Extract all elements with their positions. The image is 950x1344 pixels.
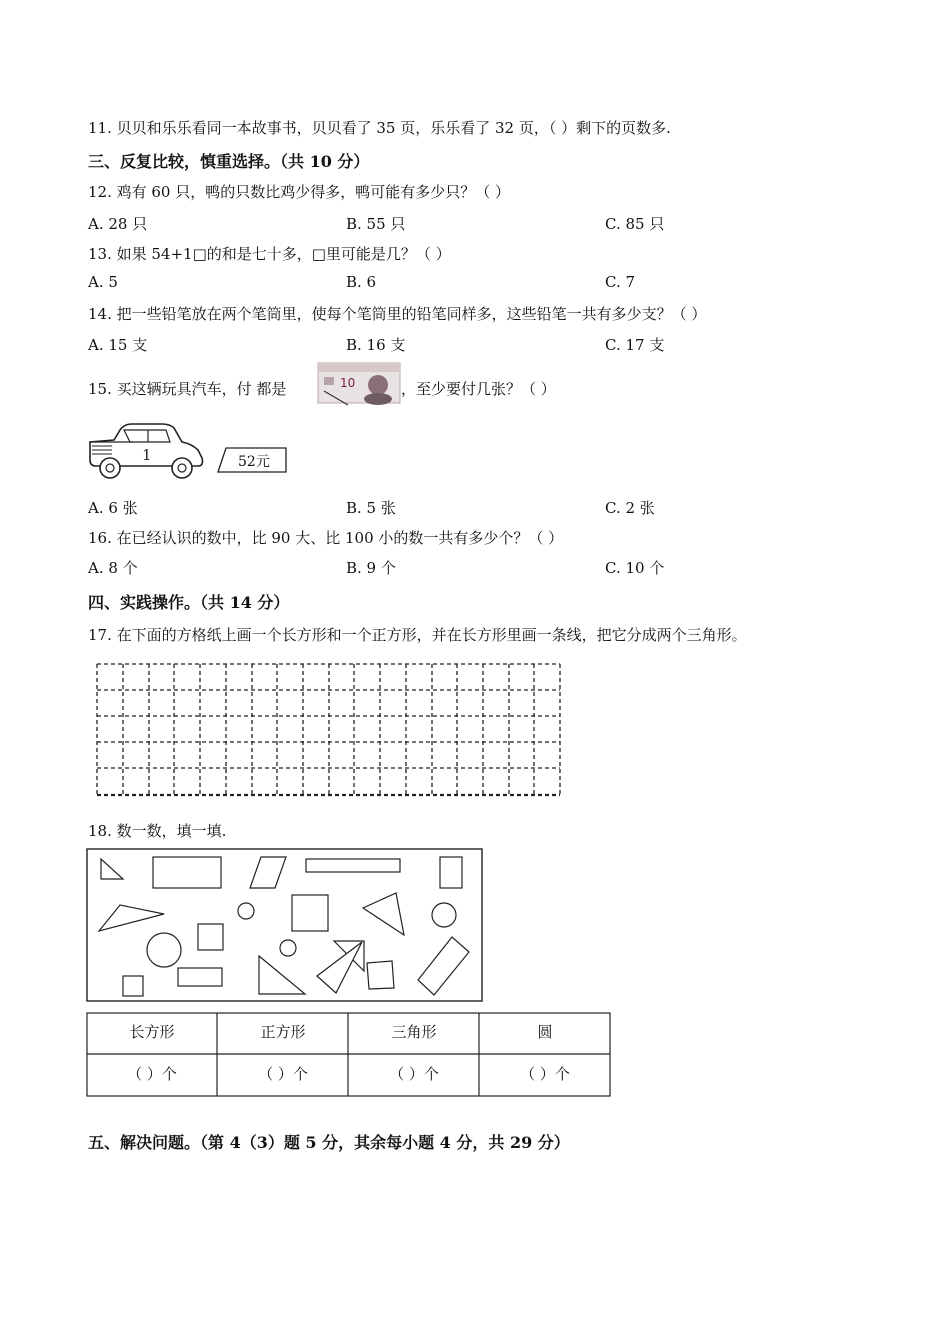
- answer-cell-triangle[interactable]: （ ）个: [389, 1065, 439, 1083]
- grid-paper[interactable]: [96, 663, 562, 797]
- table-header-square: 正方形: [260, 1023, 306, 1041]
- price-tag-text: 52元: [238, 454, 270, 470]
- rectangle-shape: [153, 857, 221, 888]
- price-tag: [218, 446, 288, 474]
- q16-option-a: A. 8 个: [88, 559, 138, 577]
- square-shape: [367, 961, 394, 989]
- rectangle-shape: [178, 968, 222, 986]
- q13-option-a: A. 5: [88, 273, 118, 291]
- q12-option-b: B. 55 只: [346, 215, 406, 233]
- answer-cell-circle[interactable]: （ ）个: [520, 1065, 570, 1083]
- q14-option-c: C. 17 支: [605, 336, 665, 354]
- section-5-title: 五、解决问题。（第 4（3）题 5 分，其余每小题 4 分，共 29 分）: [88, 1133, 570, 1152]
- square-shape: [292, 895, 328, 931]
- q13-option-b: B. 6: [346, 273, 377, 291]
- question-17: 17. 在下面的方格纸上画一个长方形和一个正方形，并在长方形里画一条线，把它分成两个三角形。: [88, 626, 747, 644]
- car-number: 1: [142, 446, 152, 464]
- table-header-triangle: 三角形: [391, 1023, 437, 1041]
- square-shape: [198, 924, 223, 950]
- question-15-before: 15. 买这辆玩具汽车，付 都是: [88, 380, 287, 398]
- q13-option-c: C. 7: [605, 273, 636, 291]
- question-12: 12. 鸡有 60 只，鸭的只数比鸡少得多，鸭可能有多少只？（ ）: [88, 183, 511, 201]
- question-16: 16. 在已经认识的数中，比 90 大、比 100 小的数一共有多少个？（ ）: [88, 529, 564, 547]
- toy-car-image: [86, 420, 206, 482]
- q12-option-c: C. 85 只: [605, 215, 665, 233]
- q16-option-c: C. 10 个: [605, 559, 665, 577]
- q16-option-b: B. 9 个: [346, 559, 396, 577]
- question-11: 11. 贝贝和乐乐看同一本故事书，贝贝看了 35 页，乐乐看了 32 页，（ ）剩下的页数多.: [88, 119, 671, 137]
- table-header-rectangle: 长方形: [129, 1023, 175, 1041]
- answer-cell-rectangle[interactable]: （ ）个: [127, 1065, 177, 1083]
- rectangle-shape: [306, 859, 400, 872]
- circle-shape: [147, 933, 181, 967]
- q15-option-b: B. 5 张: [346, 499, 396, 517]
- section-4-title: 四、实践操作。（共 14 分）: [88, 593, 290, 612]
- section-3-title: 三、反复比较，慎重选择。（共 10 分）: [88, 152, 370, 171]
- q14-option-a: A. 15 支: [88, 336, 148, 354]
- circle-shape: [280, 940, 296, 956]
- circle-shape: [432, 903, 456, 927]
- shapes-figure: [86, 848, 484, 1004]
- q15-option-a: A. 6 张: [88, 499, 138, 517]
- banknote-value: 10: [340, 376, 356, 390]
- q12-option-a: A. 28 只: [88, 215, 148, 233]
- question-18: 18. 数一数，填一填.: [88, 822, 227, 840]
- question-15-after: ，至少要付几张？（ ）: [401, 380, 556, 398]
- table-header-circle: 圆: [537, 1023, 553, 1041]
- question-13: 13. 如果 54+1□的和是七十多，□里可能是几？（ ）: [88, 245, 451, 263]
- square-shape: [123, 976, 143, 996]
- question-14: 14. 把一些铅笔放在两个笔筒里，使每个笔筒里的铅笔同样多，这些铅笔一共有多少支？（ ）: [88, 305, 707, 323]
- rectangle-shape: [440, 857, 462, 888]
- circle-shape: [238, 903, 254, 919]
- q14-option-b: B. 16 支: [346, 336, 406, 354]
- q15-option-c: C. 2 张: [605, 499, 655, 517]
- banknote-image: [318, 363, 400, 405]
- answer-cell-square[interactable]: （ ）个: [258, 1065, 308, 1083]
